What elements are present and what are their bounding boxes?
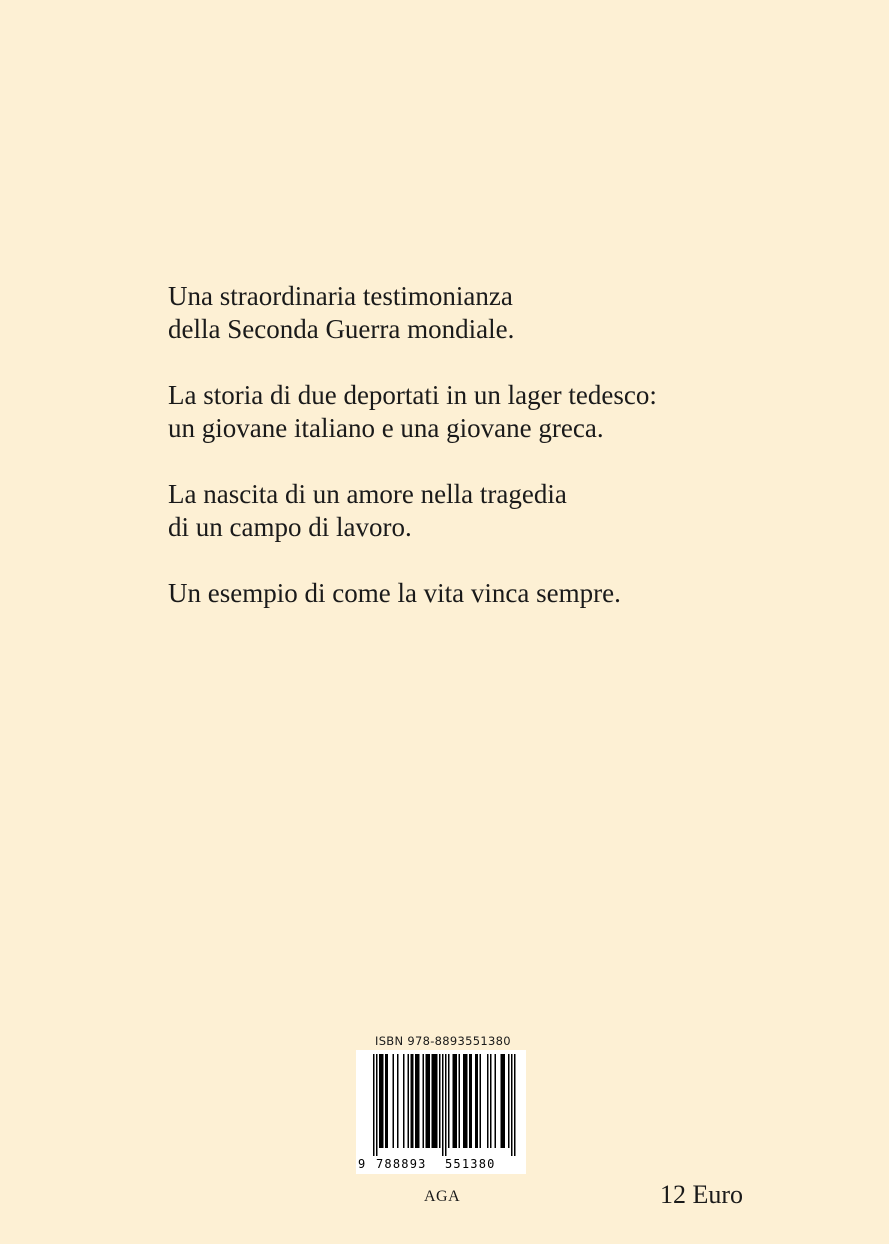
barcode-bar: [465, 1054, 467, 1148]
barcode-bar: [508, 1054, 510, 1148]
barcode-digits-right: 551380: [445, 1157, 496, 1171]
barcode-bar: [433, 1054, 435, 1148]
barcode-bar: [459, 1054, 461, 1148]
barcode-bar: [501, 1054, 503, 1148]
barcode-bar: [435, 1054, 437, 1148]
barcode-bar: [445, 1054, 447, 1156]
blurb-line: della Seconda Guerra mondiale.: [168, 314, 515, 344]
barcode-bar: [423, 1054, 425, 1148]
barcode-bar: [432, 1054, 434, 1148]
barcode-bar: [469, 1054, 471, 1148]
barcode-bar: [471, 1054, 473, 1148]
barcode-bar: [504, 1054, 506, 1148]
blurb-line: La nascita di un amore nella tragedia: [168, 479, 567, 509]
barcode-bar: [373, 1054, 375, 1156]
barcode-bar: [379, 1054, 381, 1148]
blurb-paragraph: [168, 478, 808, 544]
barcode-bar: [442, 1054, 444, 1156]
barcode-bar: [480, 1054, 482, 1148]
barcode-bar: [426, 1054, 428, 1148]
barcode-bar: [382, 1054, 384, 1148]
barcode-bar: [466, 1054, 468, 1148]
blurb-line: La storia di due deportati in un lager tedesco:: [168, 380, 657, 410]
barcode-bar: [411, 1054, 413, 1148]
barcode-bar: [417, 1054, 419, 1148]
barcode-bar: [415, 1054, 417, 1148]
barcode-bar: [456, 1054, 458, 1148]
barcode-bar: [448, 1054, 450, 1148]
barcode-bar: [397, 1054, 399, 1148]
barcode-bar: [403, 1054, 405, 1148]
barcode-bar: [429, 1054, 431, 1148]
barcode-bar: [439, 1054, 441, 1148]
barcode-bar: [381, 1054, 383, 1148]
barcode-bar: [511, 1054, 513, 1156]
publisher-name: AGA: [424, 1188, 461, 1205]
blurb-line: Una straordinaria testimonianza: [168, 281, 513, 311]
blurb-line: Un esempio di come la vita vinca sempre.: [168, 578, 621, 608]
back-cover-blurb: [168, 280, 808, 643]
price-label: 12 Euro: [660, 1180, 744, 1209]
blurb-paragraph: [168, 379, 808, 445]
barcode-bar: [385, 1054, 387, 1148]
barcode-bar: [453, 1054, 455, 1148]
blurb-paragraph: [168, 577, 808, 610]
barcode-bar: [495, 1054, 497, 1148]
barcode-bar: [387, 1054, 389, 1148]
barcode-bar: [408, 1054, 410, 1148]
barcode-bar: [454, 1054, 456, 1148]
blurb-line: un giovane italiano e una giovane greca.: [168, 413, 604, 443]
barcode-bar: [412, 1054, 414, 1148]
barcode-bar: [490, 1054, 492, 1148]
isbn-barcode: [356, 1034, 526, 1174]
barcode-bar: [436, 1054, 438, 1148]
barcode-bar: [487, 1054, 489, 1148]
barcode-bar: [463, 1054, 465, 1148]
barcode-digit-first: 9: [358, 1157, 366, 1171]
barcode-bar: [475, 1054, 477, 1148]
isbn-label: ISBN 978-8893551380: [375, 1034, 511, 1048]
blurb-paragraph: [168, 280, 808, 346]
barcode-bar: [376, 1054, 378, 1156]
blurb-line: di un campo di lavoro.: [168, 512, 412, 542]
barcode-bar: [502, 1054, 504, 1148]
barcode-bar: [393, 1054, 395, 1148]
barcode-bar: [427, 1054, 429, 1148]
barcode-graphic: [356, 1050, 526, 1174]
barcode-bar: [418, 1054, 420, 1148]
barcode-digits-left: 788893: [376, 1157, 427, 1171]
barcode-bar: [514, 1054, 516, 1156]
barcode-bar: [477, 1054, 479, 1148]
